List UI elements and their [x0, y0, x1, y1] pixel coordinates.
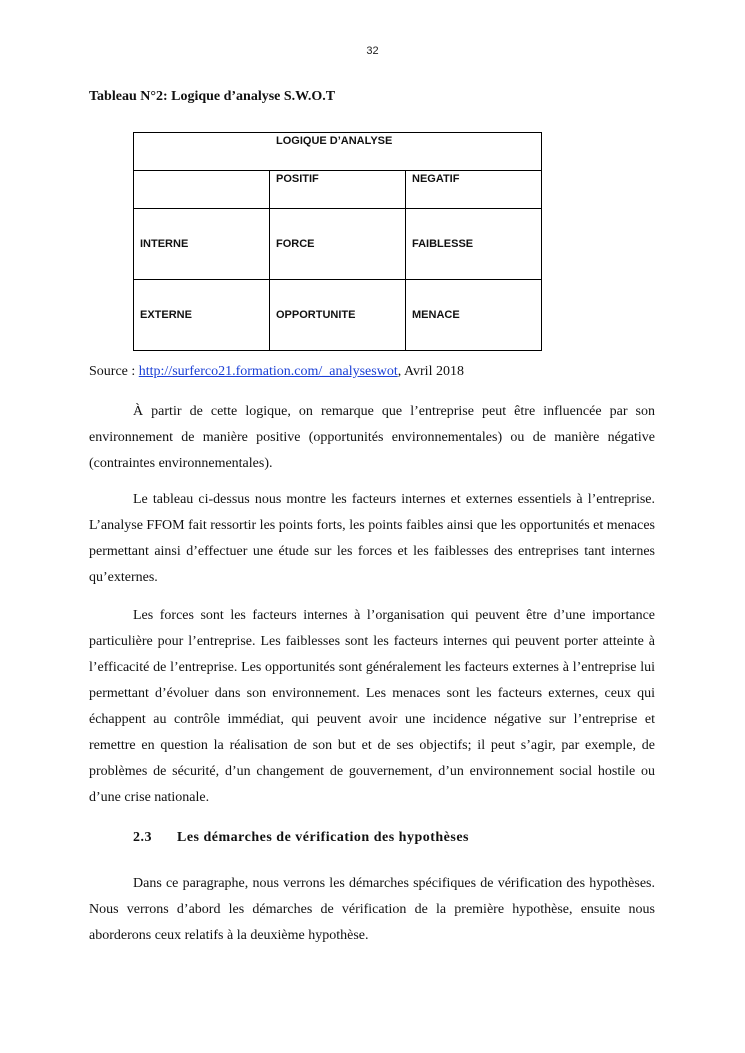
- section-title: Les démarches de vérification des hypothèses: [177, 830, 469, 845]
- table-header-row: [134, 171, 542, 209]
- paragraph-4: Dans ce paragraphe, nous verrons les démarches spécifiques de vérification des hypothèses. Nous verrons d’abord les démarches de vérification de la première hypothèse, ensuite nous aborderons ceux relatifs à la deuxième hypothèse.: [89, 876, 655, 943]
- section-number: 2.3: [133, 830, 152, 845]
- table-title-row: [134, 133, 542, 171]
- paragraph-1: À partir de cette logique, on remarque que l’entreprise peut être influencée par son environnement de manière positive (opportunités environnementales) ou de manière négative (contraintes environnementales).: [89, 404, 655, 471]
- page-number: 32: [366, 45, 379, 57]
- cell-menace: MENACE: [406, 280, 542, 351]
- header-cell-empty: [134, 171, 270, 209]
- cell-faiblesse: FAIBLESSE: [406, 209, 542, 280]
- header-cell-negatif: NEGATIF: [406, 171, 542, 209]
- paragraph-3: Les forces sont les facteurs internes à l’organisation qui peuvent être d’une importance particulière pour l’entreprise. Les faiblesses sont les facteurs internes qui peuvent porter atteinte à l’efficacité de l’entreprise. Les opportunités sont généralement les facteurs externes à l’entreprise lui permettant d’évoluer dans son environnement. Les menaces sont les facteurs externes, ceux qui échappent au contrôle immédiat, qui peuvent avoir une incidence négative sur l’entreprise et remettre en question la réalisation de son but et de ses objectifs; il peut s’agir, par exemple, de problèmes de sécurité, d’un changement de gouvernement, d’un environnement social hostile ou d’une crise nationale.: [89, 608, 655, 805]
- section-heading: [133, 830, 469, 846]
- source-suffix: , Avril 2018: [397, 364, 464, 379]
- source-line: [89, 364, 464, 380]
- paragraph-2: Le tableau ci-dessus nous montre les facteurs internes et externes essentiels à l’entreprise. L’analyse FFOM fait ressortir les points forts, les points faibles ainsi que les opportunités et menaces permettant ainsi d’effectuer une étude sur les forces et les faiblesses des entreprises tant internes qu’externes.: [89, 492, 655, 585]
- table-row-externe: [134, 280, 542, 351]
- cell-force: FORCE: [270, 209, 406, 280]
- header-cell-positif: POSITIF: [270, 171, 406, 209]
- row-label-externe: EXTERNE: [134, 280, 270, 351]
- source-link[interactable]: http://surferco21.formation.com/_analyseswot: [138, 364, 398, 379]
- table-title: LOGIQUE D’ANALYSE: [134, 133, 542, 171]
- cell-opportunite: OPPORTUNITE: [270, 280, 406, 351]
- table-caption: Tableau N°2: Logique d’analyse S.W.O.T: [89, 89, 336, 104]
- table-row-interne: [134, 209, 542, 280]
- row-label-interne: INTERNE: [134, 209, 270, 280]
- source-label: Source :: [89, 364, 139, 379]
- swot-table: [133, 132, 542, 351]
